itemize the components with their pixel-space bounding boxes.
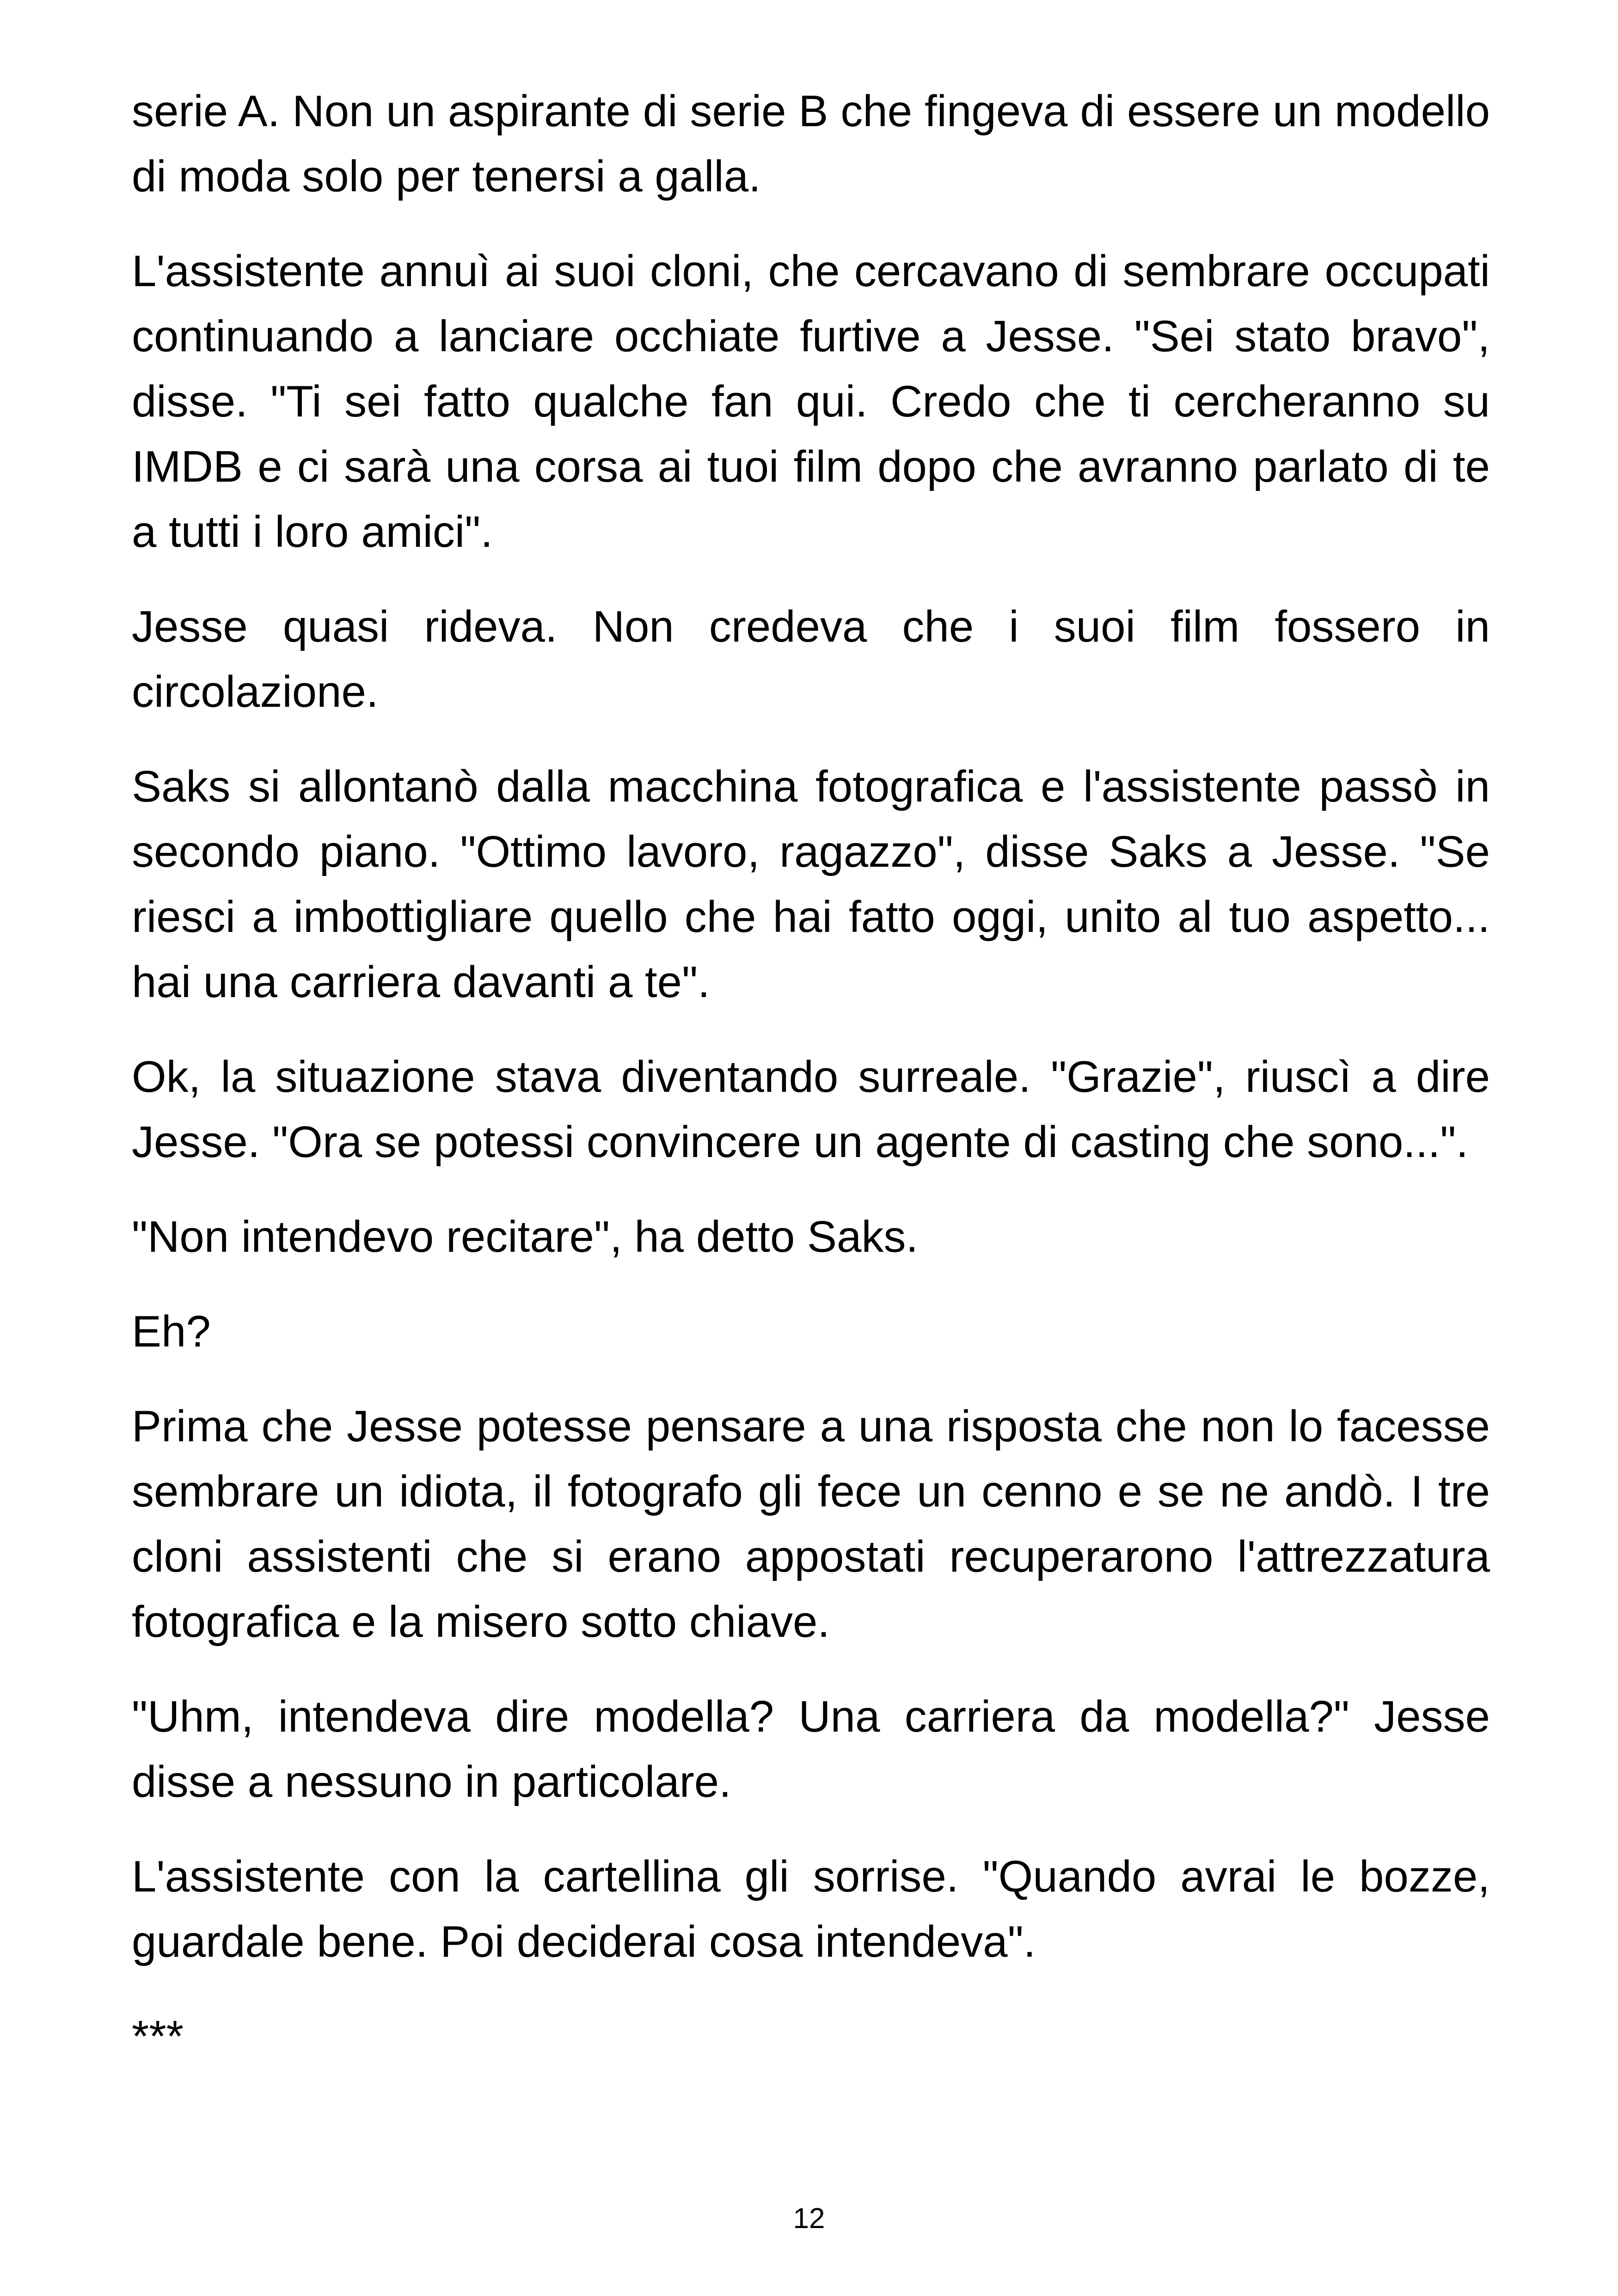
page-body [132, 79, 1490, 2069]
paragraph-8: Prima che Jesse potesse pensare a una risposta che non lo facesse sembrare un idiota, il fotografo gli fece un cenno e se ne andò. I tre cloni assistenti che si erano appostati recuperarono l'attrezzatura fotografica e la misero sotto chiave. [132, 1402, 1490, 1647]
paragraph-9: "Uhm, intendeva dire modella? Una carriera da modella?" Jesse disse a nessuno in particolare. [132, 1692, 1490, 1806]
paragraph-5: Ok, la situazione stava diventando surreale. "Grazie", riuscì a dire Jesse. "Ora se potessi convincere un agente di casting che sono...". [132, 1052, 1490, 1167]
paragraph-3: Jesse quasi rideva. Non credeva che i suoi film fossero in circolazione. [132, 602, 1490, 716]
paragraph-2: L'assistente annuì ai suoi cloni, che cercavano di sembrare occupati continuando a lanciare occhiate furtive a Jesse. "Sei stato bravo", disse. "Ti sei fatto qualche fan qui. Credo che ti cercheranno su IMDB e ci sarà una corsa ai tuoi film dopo che avranno parlato di te a tutti i loro amici". [132, 246, 1490, 557]
page-number: 12 [793, 2203, 825, 2235]
paragraph-6: "Non intendevo recitare", ha detto Saks. [132, 1212, 919, 1261]
paragraph-7: Eh? [132, 1307, 211, 1356]
scene-separator: *** [132, 2012, 184, 2061]
paragraph-1: serie A. Non un aspirante di serie B che fingeva di essere un modello di moda solo per tenersi a galla. [132, 86, 1490, 201]
paragraph-4: Saks si allontanò dalla macchina fotografica e l'assistente passò in secondo piano. "Ottimo lavoro, ragazzo", disse Saks a Jesse. "Se riesci a imbottigliare quello che hai fatto oggi, unito al tuo aspetto... hai una carriera davanti a te". [132, 762, 1490, 1007]
paragraph-10: L'assistente con la cartellina gli sorrise. "Quando avrai le bozze, guardale bene. Poi deciderai cosa intendeva". [132, 1852, 1490, 1966]
